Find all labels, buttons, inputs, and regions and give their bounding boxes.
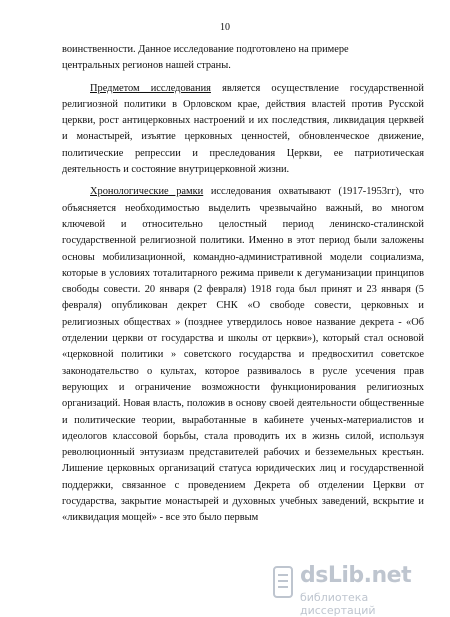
paragraph-subject	[62, 81, 424, 179]
watermark-subtitle: библиотека диссертаций	[300, 591, 376, 617]
subject-text: является осуществление государственной религиозной политики в Орловском крае, действия властей против Русской церкви, рост антицерковных настроений и их последствия, ликвидация церквей и монастырей, изъятие церковных ценностей, обновленческое движение, политические репрессии и преследования Церкви, ее патриотическая деятельность и состояние внутрицерковной жизни.	[62, 82, 424, 176]
page-number: 10	[220, 22, 230, 33]
intro-line-2: центральных регионов нашей страны.	[62, 60, 231, 72]
paragraph-chronology	[62, 184, 424, 526]
watermark-brand: dsLib.net	[300, 563, 412, 588]
intro-line-1: воинственности. Данное исследование подготовлено на примере	[62, 44, 349, 55]
chronology-text: исследования охватывают (1917-1953гг), что объясняется необходимостью выделить чрезвычайно важный, во многом ключевой и относительно целостный период ленинско-сталинской государственной религиозной политики. Именно в этот период были заложены основы мобилизационной, командно-административной модели социализма, которые в условиях тоталитарного режима привели к дегуманизации принципов свободы совести. 20 января (2 февраля) 1918 года был принят и 23 января (5 февраля) опубликован декрет СНК «О свободе совести, церковных и религиозных обществах » (позднее утвердилось новое название декрета - «Об отделении церкви от государства и школы от церкви»), который стал основой «церковной политики » советского государства и предвосхитил советское законодательство о культах, которое развивалось в русле усечения прав верующих и ограничение возможности функционирования религиозных организаций. Новая власть, положив в основу своей деятельности общественные и политические теории, выработанные в кабинете ученых-материалистов и идеологов классовой борьбы, стала проводить их в жизнь силой, используя революционный энтузиазм представителей рабочих и безземельных крестьян. Лишение церковных организаций статуса юридических лиц и государственной поддержки, связанное с проведением Декрета об отделении Церкви от государства, закрытие монастырей и духовных учебных заведений, вскрытие и «ликвидация мощей» - все это было первым	[62, 186, 424, 524]
subject-heading: Предметом исследования	[90, 82, 211, 94]
document-body	[62, 42, 424, 533]
paragraph-intro	[62, 42, 424, 75]
dslib-watermark	[272, 561, 442, 617]
chronology-heading: Хронологические рамки	[90, 186, 204, 198]
dslib-logo-icon	[272, 565, 294, 599]
